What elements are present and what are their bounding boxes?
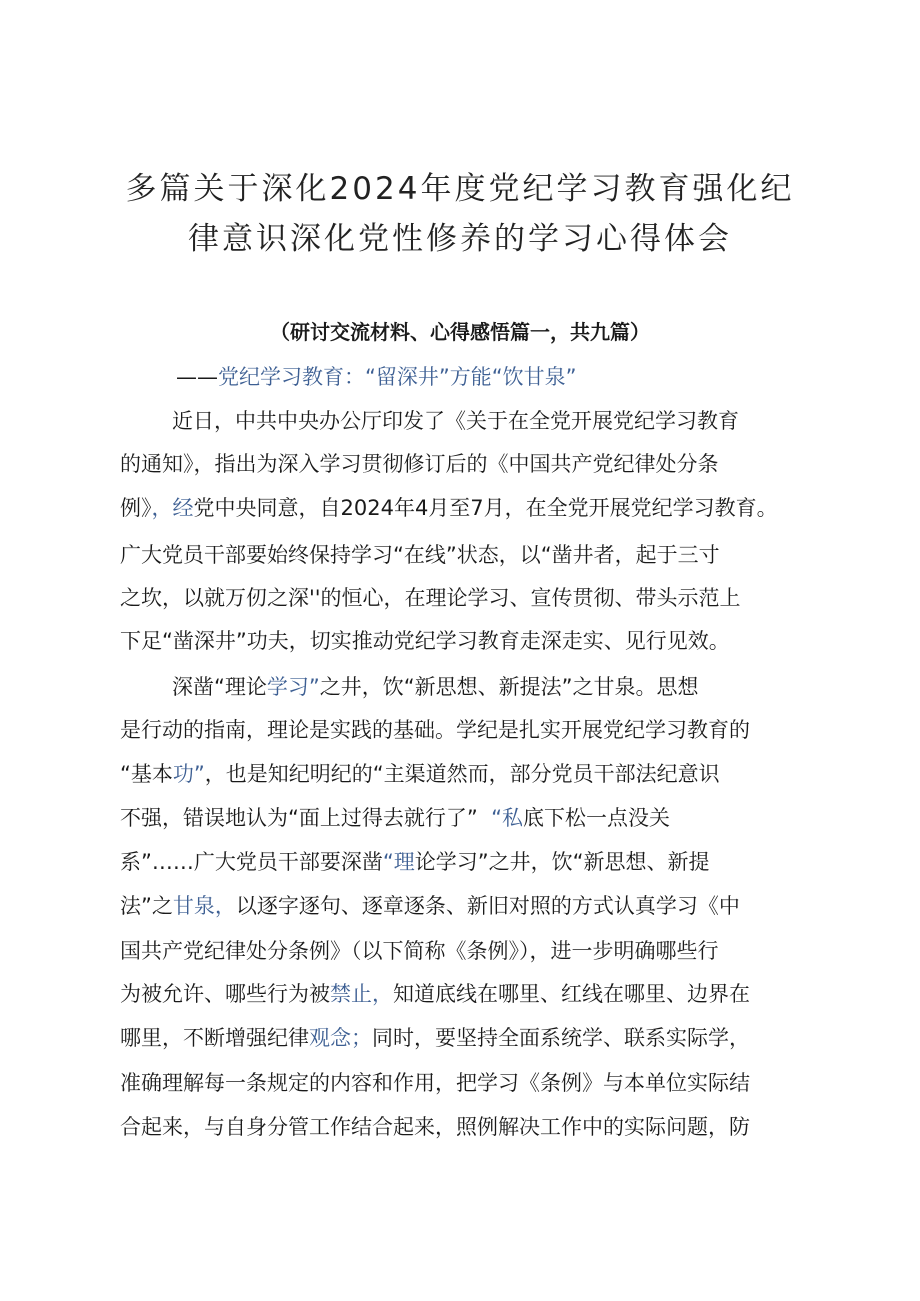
body-line: 之坎，以就万仞之深''的恒心，在理论学习、宣传贯彻、带头示范上 — [120, 586, 741, 610]
heading-text: 党纪学习教育：“留深井”方能“饮甘泉” — [218, 365, 577, 389]
document-title-line-2: 律意识深化党性修养的学习心得体会 — [188, 221, 732, 257]
body-line: 广大党员干部要始终保持学习“在线”状态，以“凿井者，起于三寸 — [120, 543, 720, 567]
heading-dash: —— — [176, 365, 218, 389]
document-subtitle: （研讨交流材料、心得感悟篇一，共九篇） — [270, 320, 650, 344]
body-line: 国共产党纪律处分条例》（以下简称《条例》），进一步明确哪些行 — [120, 939, 719, 963]
body-line: 哪里，不断增强纪律观念；同时，要坚持全面系统学、联系实际学， — [120, 1026, 750, 1050]
body-line: 深凿“理论学习”之井，饮“新思想、新提法”之甘泉。思想 — [172, 675, 699, 699]
body-line: 近日，中共中央办公厅印发了《关于在全党开展党纪学习教育 — [172, 409, 739, 433]
body-line: 下足“凿深井”功夫，切实推动党纪学习教育走深走实、见行见效。 — [120, 629, 730, 653]
body-line: 例》，经党中央同意，自2024年4月至7月，在全党开展党纪学习教育。 — [120, 496, 778, 520]
body-line: 系”……广大党员干部要深凿“理论学习”之井，饮“新思想、新提 — [120, 850, 710, 874]
body-line: 为被允许、哪些行为被禁止，知道底线在哪里、红线在哪里、边界在 — [120, 982, 750, 1006]
body-line: 是行动的指南，理论是实践的基础。学纪是扎实开展党纪学习教育的 — [120, 718, 750, 742]
body-line: 的通知》，指出为深入学习贯彻修订后的《中国共产党纪律处分条 — [120, 452, 719, 476]
body-line: “基本功”，也是知纪明纪的“主渠道然而，部分党员干部法纪意识 — [120, 762, 720, 786]
section-heading — [176, 361, 577, 391]
body-line: 不强，错误地认为“面上过得去就行了” “私底下松一点没关 — [120, 806, 670, 830]
body-line: 法”之甘泉，以逐字逐句、逐章逐条、新旧对照的方式认真学习《中 — [120, 894, 740, 918]
body-line: 合起来，与自身分管工作结合起来，照例解决工作中的实际问题，防 — [120, 1115, 750, 1139]
body-line: 准确理解每一条规定的内容和作用，把学习《条例》与本单位实际结 — [120, 1071, 750, 1095]
document-title-line-1: 多篇关于深化2024年度党纪学习教育强化纪 — [125, 171, 795, 207]
